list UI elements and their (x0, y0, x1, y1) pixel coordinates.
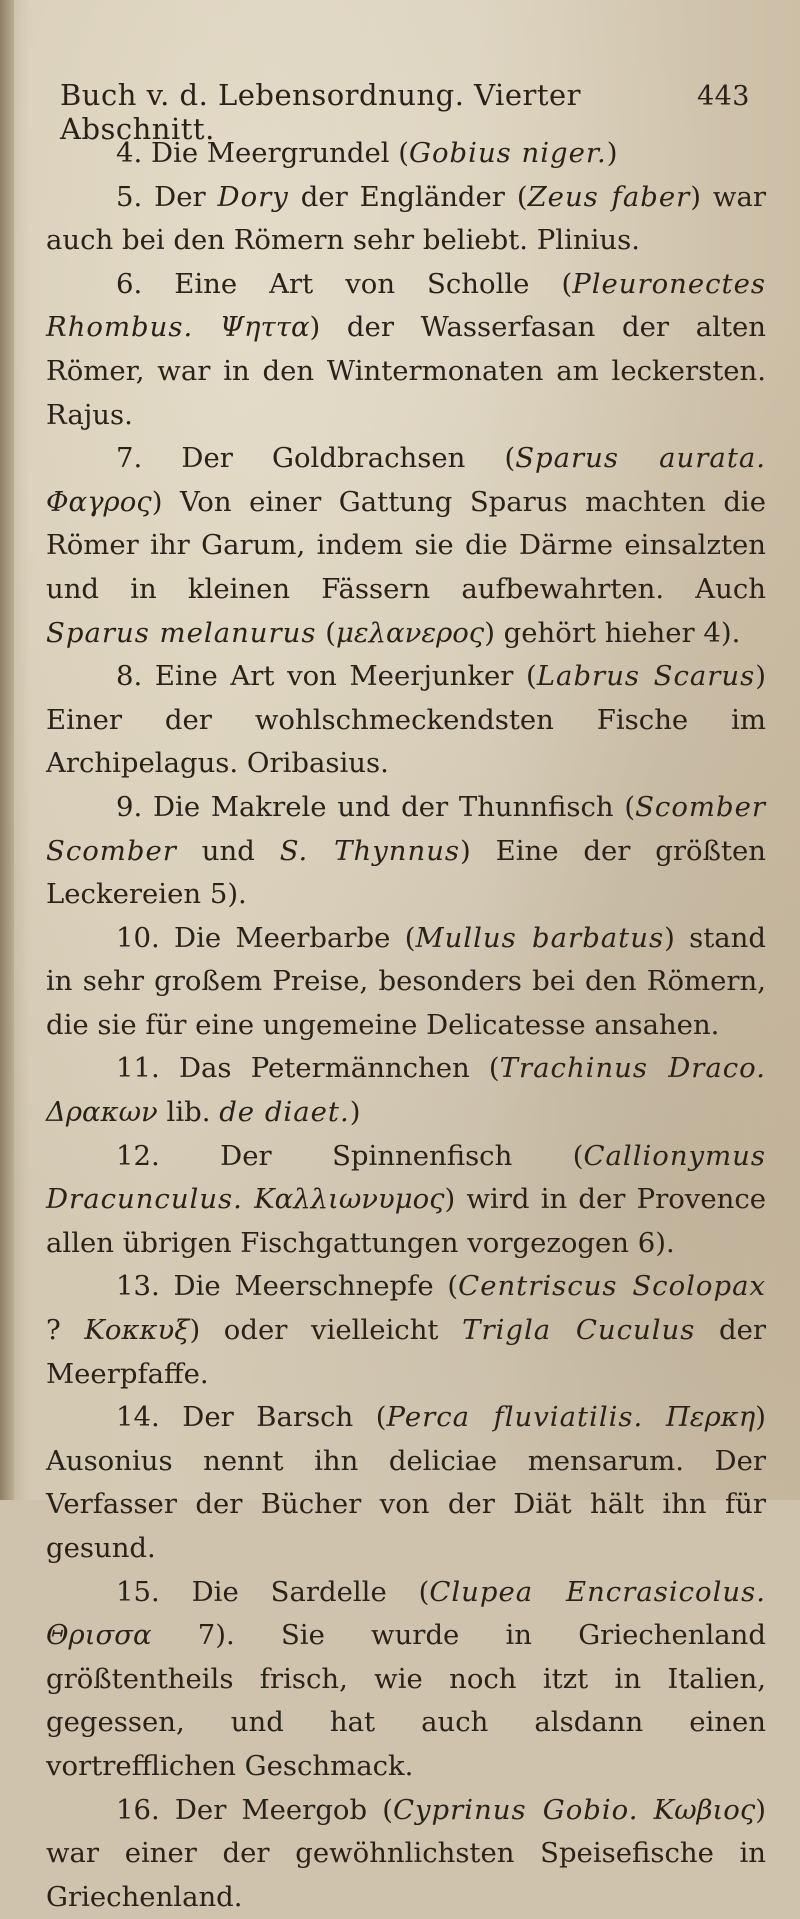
list-item (46, 786, 766, 917)
latin-name: Pleuronectes Rhombus. (46, 267, 766, 344)
item-number: 12. (116, 1139, 160, 1172)
item-text: ) gehört hieher 4). (484, 616, 741, 649)
item-text: ( (316, 616, 336, 649)
item-text: Der Meergob ( (159, 1793, 393, 1826)
item-number: 7. (116, 442, 143, 475)
item-text: ) Einer der wohlschmeckendsten Fische im Archipelagus. Oribasius. (46, 660, 766, 780)
item-text: Der Barsch ( (159, 1401, 387, 1434)
item-text: Der Spinnenfisch ( (159, 1139, 584, 1172)
item-text: ) Von einer Gattung Sparus machten die Römer ihr Garum, indem sie die Därme einsalzten und in kleinen Fässern aufbewahrten. Auch (46, 485, 766, 605)
item-number: 4. (116, 137, 143, 169)
latin-name: Cyprinus Gobio. (392, 1793, 639, 1826)
item-text: ) (606, 137, 618, 169)
item-text: ) stand in sehr großem Preise, besonders bei den Römern, die sie für eine ungemeine Delicatesse ansahen. (46, 921, 766, 1041)
item-text: ) der Wasserfasan der alten Römer, war in den Wintermonaten am leckersten. Rajus. (46, 311, 766, 431)
greek-name: Δρακων (46, 1096, 158, 1129)
greek-name: Κωβιος (653, 1793, 756, 1826)
item-text: Die Meergrundel ( (142, 137, 410, 169)
greek-name: Καλλιωνυμος (254, 1183, 445, 1216)
item-text: Die Sardelle ( (159, 1575, 430, 1608)
latin-name: Centriscus Scolopax (458, 1270, 766, 1303)
item-number: 15. (116, 1575, 160, 1608)
list-item (46, 176, 766, 263)
item-text: ) war auch bei den Römern sehr beliebt. Plinius. (46, 180, 766, 257)
item-text: der Meerpfaffe. (46, 1314, 766, 1390)
item-text: Eine Art von Scholle ( (142, 267, 573, 300)
list-item (46, 1047, 766, 1134)
item-number: 8. (116, 660, 143, 693)
body-text (46, 132, 766, 1919)
item-number: 5. (116, 180, 143, 213)
list-item (46, 1789, 766, 1919)
latin-name: Labrus Scarus (536, 660, 756, 693)
item-text (639, 1794, 654, 1826)
item-text: Der (142, 180, 218, 213)
item-text: ) Ausonius nennt ihn deliciae mensarum. Der Verfasser der Bücher von der Diät hält ihn für gesund. (46, 1401, 766, 1564)
latin-name: Perca fluviatilis. (386, 1401, 644, 1434)
greek-name: Κοκκυξ (84, 1314, 190, 1347)
latin-name: Gobius niger. (409, 137, 607, 169)
item-text: ? (46, 1314, 85, 1347)
item-text (193, 311, 220, 343)
latin-name: Dory (217, 180, 289, 213)
latin-name: Trachinus Draco. (499, 1052, 766, 1085)
item-text: ) wird in der Provence allen übrigen Fischgattungen vorgezogen 6). (46, 1183, 766, 1259)
item-text (643, 1401, 666, 1433)
latin-name: de diaet. (219, 1096, 350, 1129)
item-number: 11. (116, 1052, 160, 1085)
item-text: Die Makrele und der Thunnfisch ( (142, 790, 636, 823)
greek-name: Περκη (665, 1401, 756, 1434)
item-number: 14. (116, 1401, 160, 1434)
item-text: Die Meerbarbe ( (159, 921, 416, 954)
page-binding-edge (0, 0, 14, 1500)
latin-name: Trigla Cuculus (462, 1314, 696, 1347)
item-text: ) war einer der gewöhnlichsten Speisefische in Griechenland. (46, 1793, 766, 1913)
list-item (46, 1571, 766, 1789)
item-number: 16. (116, 1793, 160, 1826)
list-item (46, 655, 766, 786)
item-text: ) Eine der größten Leckereien 5). (46, 834, 766, 911)
item-text: Das Petermännchen ( (159, 1052, 500, 1085)
latin-name: S. Thynnus (279, 834, 461, 867)
item-text: Die Meerschnepfe ( (159, 1270, 459, 1303)
list-item (46, 132, 766, 176)
latin-name: Callionymus Dracunculus. (46, 1139, 766, 1216)
item-text: ) (349, 1096, 361, 1129)
page-number: 443 (696, 81, 750, 112)
item-text: ) oder vielleicht (189, 1314, 463, 1347)
latin-name: Mullus barbatus (415, 921, 665, 954)
item-text: der Engländer ( (288, 180, 528, 213)
running-title: Buch v. d. Lebensordnung. Vierter Abschnitt. (60, 78, 582, 146)
list-item (46, 263, 766, 437)
latin-name: Zeus faber (527, 180, 691, 213)
greek-name: Θρισσα (46, 1619, 152, 1652)
item-text: und (176, 834, 280, 867)
item-text: Der Goldbrachsen ( (142, 442, 516, 475)
item-number: 13. (116, 1270, 160, 1303)
item-number: 9. (116, 790, 143, 823)
list-item (46, 1396, 766, 1570)
greek-name: Φαγρος (46, 485, 152, 518)
item-text: lib. (157, 1096, 220, 1129)
latin-name: Scomber Scomber (46, 790, 766, 867)
item-number: 6. (116, 267, 143, 300)
latin-name: Sparus aurata. (515, 442, 767, 475)
item-text (243, 1183, 254, 1215)
list-item (46, 1265, 766, 1396)
item-text: 7). Sie wurde in Griechenland größtentheils frisch, wie noch itzt in Italien, gegessen, und hat auch alsdann einen vortrefflichen Geschmack. (46, 1619, 766, 1782)
item-number: 10. (116, 921, 160, 954)
latin-name: Sparus melanurus (46, 616, 317, 649)
list-item (46, 1135, 766, 1266)
list-item (46, 917, 766, 1048)
latin-name: Clupea Encrasicolus. (429, 1575, 766, 1608)
greek-name: μελανερος (335, 616, 485, 649)
greek-name: Ψηττα (219, 311, 310, 344)
list-item (46, 437, 766, 655)
item-text: Eine Art von Meerjunker ( (142, 660, 537, 693)
